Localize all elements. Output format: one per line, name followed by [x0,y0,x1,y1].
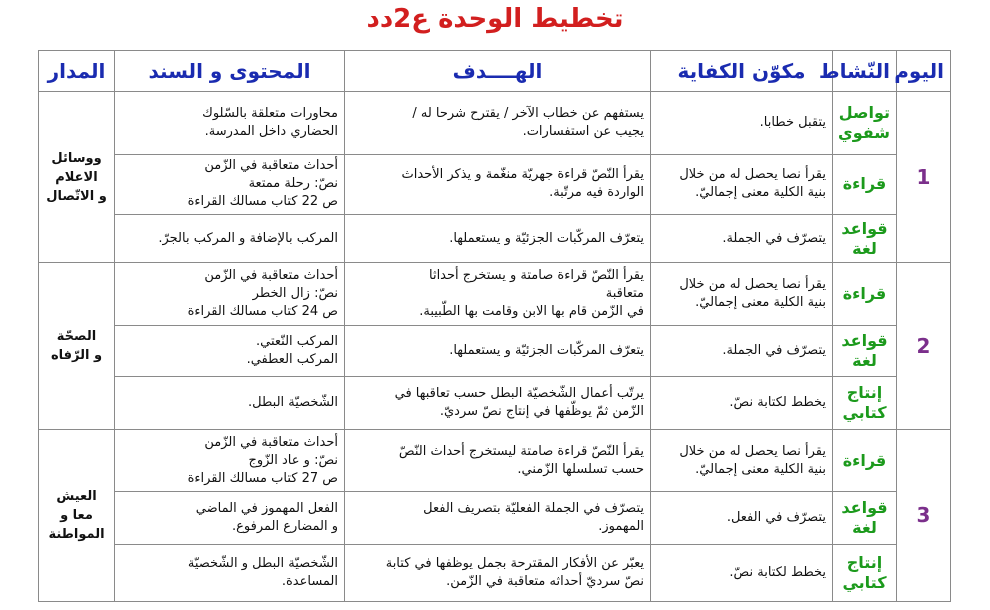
objective-cell-line: يتصرّف في الجملة الفعليّة بتصريف الفعل [423,501,644,517]
content-cell-line: المركب النّعتي. [255,334,338,350]
objective-cell-line: يجيب عن استفسارات. [522,123,644,139]
objective-cell-line: يعبّر عن الأفكار المقترحة بجمل يوظفها في كتابة [385,556,644,572]
objective-cell [345,154,651,214]
axis-cell-line: الصحّة [56,328,97,344]
content-cell-line: و المضارع المرفوع. [232,519,338,535]
axis-cell-line: المواطنة [48,526,105,542]
objective-cell-line: في الزّمن قام بها الابن وقامت بها الطّبيبة. [419,304,644,320]
objective-cell-line: يقرأ النّصّ قراءة جهريّة منغّمة و يذكر الأحداث [401,167,644,183]
axis-cell-line: العيش [56,488,97,504]
table-row [39,214,951,263]
planning-table [38,50,950,602]
activity-cell-line: قواعد [841,218,888,238]
competence-cell-line: يقرأ نصا يحصل له من خلال [679,167,826,183]
table-row [39,492,951,545]
objective-cell-line: نصّ سرديّ أحداثه متعاقبة في الزّمن. [446,574,644,590]
content-cell-line: ص 27 كتاب مسالك القراءة [187,470,338,486]
header-competence: مكوّن الكفاية [651,51,833,92]
content-cell-line: أحداث متعاقبة في الزّمن [204,434,338,450]
activity-cell [833,214,897,263]
content-cell-line: محاورات متعلقة بالسّلوك [202,105,338,121]
activity-cell [833,492,897,545]
content-cell-line: الفعل المهموز في الماضي [195,501,338,517]
table-row [39,263,951,326]
objective-cell [345,263,651,326]
competence-cell-line: يخطط لكتابة نصّ. [729,394,826,410]
competence-cell-line: بنية الكلية معنى إجماليّ. [695,295,826,311]
table-row [39,376,951,429]
objective-cell [345,214,651,263]
competence-cell-line: يتقبل خطابا. [759,114,826,130]
activity-cell-line: كتابي [842,573,887,593]
competence-cell [651,214,833,263]
competence-cell [651,326,833,377]
content-cell [115,154,345,214]
content-cell [115,376,345,429]
content-cell-line: ص 22 كتاب مسالك القراءة [187,194,338,210]
content-cell-line: المركب بالإضافة و المركب بالجرّ. [158,230,338,246]
competence-cell-line: يتصرّف في الجملة. [722,343,826,359]
activity-cell [833,376,897,429]
axis-cell-line: معا و [60,507,93,523]
axis-cell-line: الاعلام [55,169,98,185]
content-cell [115,326,345,377]
table-row [39,154,951,214]
competence-cell-line: يقرأ نصا يحصل له من خلال [679,277,826,293]
objective-cell-line: يقرأ النّصّ قراءة صامتة ليستخرج أحداث النّصّ [398,443,644,459]
activity-cell-line: قواعد [841,498,888,518]
competence-cell-line: بنية الكلية معنى إجماليّ. [695,461,826,477]
axis-cell-line: و الرّفاه [50,347,103,363]
objective-cell-line: المهموز. [598,519,644,535]
objective-cell [345,429,651,492]
competence-cell [651,492,833,545]
header-axis: المدار [39,51,115,92]
header-row [39,51,951,92]
objective-cell [345,376,651,429]
activity-cell-line: لغة [852,238,877,258]
activity-cell [833,545,897,602]
competence-cell-line: يتصرّف في الجملة. [722,230,826,246]
content-cell-line: نصّ: رحلة ممتعة [248,176,338,192]
day-number: 1 [897,92,951,263]
activity-cell [833,326,897,377]
content-cell [115,545,345,602]
objective-cell-line: يرتّب أعمال الشّخصيّة البطل حسب تعاقبها في [394,385,644,401]
day-number: 3 [897,429,951,601]
activity-cell-line: قراءة [842,450,887,470]
activity-cell [833,154,897,214]
competence-cell-line: بنية الكلية معنى إجماليّ. [695,185,826,201]
header-day: اليوم [897,51,951,92]
objective-cell [345,492,651,545]
table-row [39,429,951,492]
activity-cell [833,263,897,326]
objective-cell [345,92,651,155]
planning-table-body [38,50,951,602]
header-content: المحتوى و السند [115,51,345,92]
table-row [39,326,951,377]
header-activity: النّشاط [833,51,897,92]
objective-cell [345,545,651,602]
table-body [39,92,951,602]
objective-cell-line: يقرأ النّصّ قراءة صامتة و يستخرج أحداثا [428,268,644,284]
axis-cell-line: ووسائل [51,150,102,166]
activity-cell-line: لغة [852,351,877,371]
competence-cell-line: يقرأ نصا يحصل له من خلال [679,443,826,459]
competence-cell [651,429,833,492]
page-title: تخطيط الوحدة ع2دد [366,4,624,34]
activity-cell [833,429,897,492]
table-row [39,545,951,602]
table-row [39,92,951,155]
activity-cell [833,92,897,155]
content-cell-line: ص 24 كتاب مسالك القراءة [187,304,338,320]
activity-cell-line: قراءة [842,284,887,304]
objective-cell-line: يتعرّف المركّبات الجزئيّة و يستعملها. [449,343,644,359]
objective-cell-line: الزّمن ثمّ يوظّفها في إنتاج نصّ سرديّ. [439,403,644,419]
competence-cell-line: يتصرّف في الفعل. [726,510,826,526]
axis-cell-line: و الاتّصال [46,188,107,204]
objective-cell-line: حسب تسلسلها الزّمني. [517,461,644,477]
content-cell-line: المركب العطفي. [246,352,338,368]
content-cell-line: أحداث متعاقبة في الزّمن [204,158,338,174]
activity-cell-line: قواعد [841,331,888,351]
content-cell [115,92,345,155]
axis-cell [39,429,115,601]
competence-cell [651,545,833,602]
content-cell-line: الشّخصيّة البطل. [248,394,338,410]
competence-cell [651,263,833,326]
content-cell [115,429,345,492]
activity-cell-line: شفوي [838,122,890,142]
activity-cell-line: تواصل [838,102,890,122]
objective-cell-line: يستفهم عن خطاب الآخر / يقترح شرحا له / [412,105,644,121]
competence-cell [651,92,833,155]
competence-cell [651,154,833,214]
content-cell-line: نصّ: و عاد الزّوج [248,452,338,468]
content-cell-line: أحداث متعاقبة في الزّمن [204,268,338,284]
objective-cell [345,326,651,377]
content-cell-line: الحضاري داخل المدرسة. [204,123,338,139]
day-number: 2 [897,263,951,429]
axis-cell [39,92,115,263]
activity-cell-line: لغة [852,518,877,538]
objective-cell-line: يتعرّف المركّبات الجزئيّة و يستعملها. [449,230,644,246]
competence-cell [651,376,833,429]
axis-cell [39,263,115,429]
activity-cell-line: إنتاج [846,382,883,402]
activity-cell-line: كتابي [842,402,887,422]
content-cell-line: المساعدة. [281,574,338,590]
content-cell-line: نصّ: زال الخطر [252,286,338,302]
header-objective: الهــــدف [345,51,651,92]
content-cell [115,492,345,545]
content-cell [115,263,345,326]
objective-cell-line: متعاقبة [605,286,644,302]
activity-cell-line: قراءة [842,174,887,194]
competence-cell-line: يخطط لكتابة نصّ. [729,565,826,581]
content-cell-line: الشّخصيّة البطل و الشّخصيّة [187,556,338,572]
objective-cell-line: الواردة فيه مرتّبة. [549,185,644,201]
activity-cell-line: إنتاج [846,553,883,573]
content-cell [115,214,345,263]
